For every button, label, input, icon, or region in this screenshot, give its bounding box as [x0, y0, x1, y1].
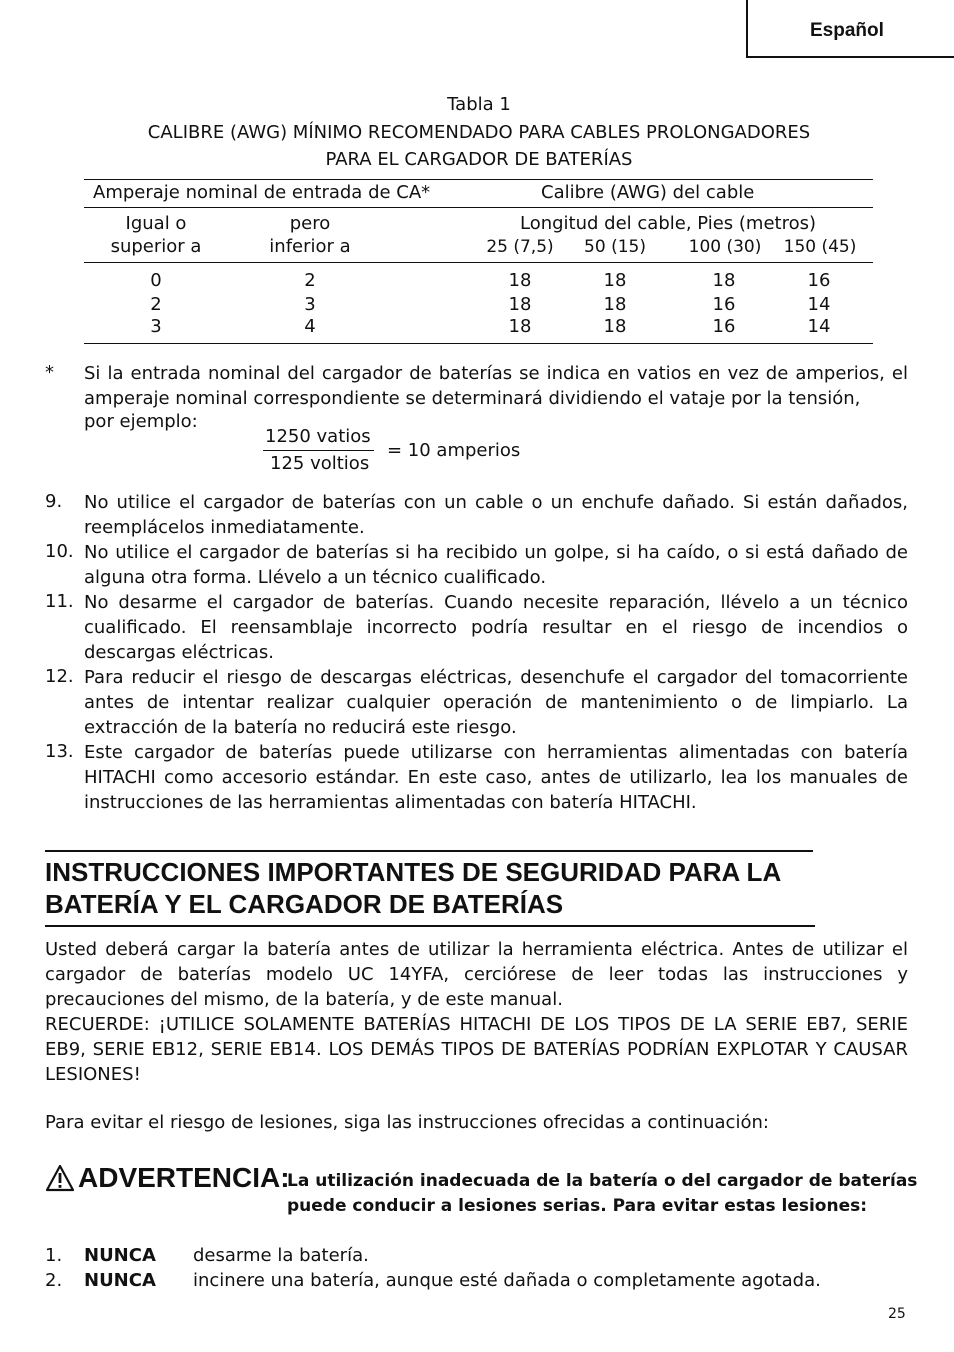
table-cell: 4	[304, 316, 316, 337]
table-bottom-rule	[84, 343, 873, 344]
table-caption: Tabla 1	[447, 94, 511, 115]
table-cell: 14	[807, 294, 831, 315]
col1-header-line1: Igual o	[125, 213, 187, 234]
list-item: Para reducir el riesgo de descargas eléctricas, desenchufe el cargador del tomacorriente antes de intentar realizar cualquier operación de mantenimiento o de limpiarlo. La extracción de la batería no reducirá este riesgo.	[84, 667, 908, 738]
table-cell: 16	[807, 270, 831, 291]
table-cell: 0	[150, 270, 162, 291]
table-cell: 2	[150, 294, 162, 315]
never-item-number: 1.	[45, 1245, 63, 1266]
item-number: 9.	[45, 491, 63, 512]
length-col-3: 100 (30)	[688, 237, 762, 257]
footnote-text: Si la entrada nominal del cargador de baterías se indica en vatios en vez de amperios, el amperaje nominal correspondiente se determinará dividiendo el vataje por la tensión,	[84, 363, 908, 409]
table-cell: 18	[603, 270, 627, 291]
intro-paragraph: Usted deberá cargar la batería antes de utilizar la herramienta eléctrica. Antes de utilizar el cargador de baterías modelo UC 14YFA, cerciórese de leer todas las instrucciones y precauciones del mismo, de la batería, y de este manual.	[45, 939, 908, 1010]
footnote-marker: *	[45, 362, 54, 383]
table-cell: 16	[712, 294, 736, 315]
fraction-bar	[263, 450, 374, 451]
col2-header-line1: pero	[289, 213, 331, 234]
language-tab	[746, 0, 954, 58]
item-number: 12.	[45, 666, 74, 687]
heading-bottom-rule	[45, 925, 815, 927]
item-number: 10.	[45, 541, 74, 562]
language-label: Español	[810, 20, 884, 41]
table-cell: 2	[304, 270, 316, 291]
warning-line2: puede conducir a lesiones serias. Para evitar estas lesiones:	[287, 1196, 868, 1216]
list-item: No utilice el cargador de baterías si ha recibido un golpe, si ha caído, o si está dañado de alguna otra forma. Llévelo a un técnico cualificado.	[84, 542, 908, 588]
warning-triangle-icon	[45, 1164, 75, 1192]
table-title-line2: PARA EL CARGADOR DE BATERÍAS	[325, 149, 633, 170]
table-cell: 18	[603, 294, 627, 315]
never-item-text: incinere una batería, aunque esté dañada o completamente agotada.	[193, 1270, 821, 1291]
item-number: 11.	[45, 591, 74, 612]
list-item: No desarme el cargador de baterías. Cuando necesite reparación, llévelo a un técnico cualificado. El reensamblaje incorrecto podría resultar en el riesgo de incendios o descargas eléctricas.	[84, 592, 908, 663]
col1-header-line2: superior a	[110, 236, 202, 257]
table-cell: 16	[712, 316, 736, 337]
section-heading-line1: INSTRUCCIONES IMPORTANTES DE SEGURIDAD PARA LA	[45, 857, 782, 887]
heading-top-rule	[45, 850, 813, 852]
table-header-rule	[84, 207, 873, 208]
fraction-numerator: 1250 vatios	[265, 426, 371, 447]
never-item-number: 2.	[45, 1270, 63, 1291]
avoid-paragraph: Para evitar el riesgo de lesiones, siga las instrucciones ofrecidas a continuación:	[45, 1112, 769, 1133]
warning-line1: La utilización inadecuada de la batería o del cargador de baterías	[287, 1171, 918, 1191]
section-heading-line2: BATERÍA Y EL CARGADOR DE BATERÍAS	[45, 889, 564, 919]
table-cell: 18	[508, 294, 532, 315]
length-col-4: 150 (45)	[783, 237, 857, 257]
warning-label: ADVERTENCIA:	[78, 1162, 290, 1193]
never-item-word: NUNCA	[84, 1270, 156, 1291]
list-item: Este cargador de baterías puede utilizarse con herramientas alimentadas con batería HITACHI como accesorio estándar. En este caso, antes de utilizarlo, lea los manuales de instrucciones de las herramientas alimentadas con batería HITACHI.	[84, 742, 908, 813]
table-top-rule	[84, 179, 873, 180]
table-body-rule	[84, 262, 873, 263]
remember-paragraph: RECUERDE: ¡UTILICE SOLAMENTE BATERÍAS HITACHI DE LOS TIPOS DE LA SERIE EB7, SERIE EB9, SERIE EB12, SERIE EB14. LOS DEMÁS TIPOS DE BATERÍAS PODRÍAN EXPLOTAR Y CAUSAR LESIONES!	[45, 1014, 908, 1085]
fraction-result: = 10 amperios	[387, 440, 521, 461]
footnote-example-label: por ejemplo:	[84, 411, 198, 432]
length-col-1: 25 (7,5)	[486, 237, 554, 257]
table-title-line1: CALIBRE (AWG) MÍNIMO RECOMENDADO PARA CABLES PROLONGADORES	[147, 122, 811, 143]
table-cell: 18	[508, 316, 532, 337]
list-item: No utilice el cargador de baterías con un cable o un enchufe dañado. Si están dañados, reemplácelos inmediatamente.	[84, 492, 908, 538]
table-header-right: Calibre (AWG) del cable	[541, 182, 755, 203]
table-cell: 18	[603, 316, 627, 337]
never-item-text: desarme la batería.	[193, 1245, 369, 1266]
table-cell: 14	[807, 316, 831, 337]
length-col-2: 50 (15)	[584, 237, 646, 257]
table-cell: 3	[304, 294, 316, 315]
never-item-word: NUNCA	[84, 1245, 156, 1266]
col2-header-line2: inferior a	[269, 236, 351, 257]
table-header-left: Amperaje nominal de entrada de CA*	[93, 182, 431, 203]
table-cell: 18	[712, 270, 736, 291]
length-header: Longitud del cable, Pies (metros)	[520, 213, 817, 234]
item-number: 13.	[45, 741, 74, 762]
table-cell: 3	[150, 316, 162, 337]
table-cell: 18	[508, 270, 532, 291]
page-number: 25	[888, 1306, 906, 1322]
fraction-denominator: 125 voltios	[270, 453, 370, 474]
